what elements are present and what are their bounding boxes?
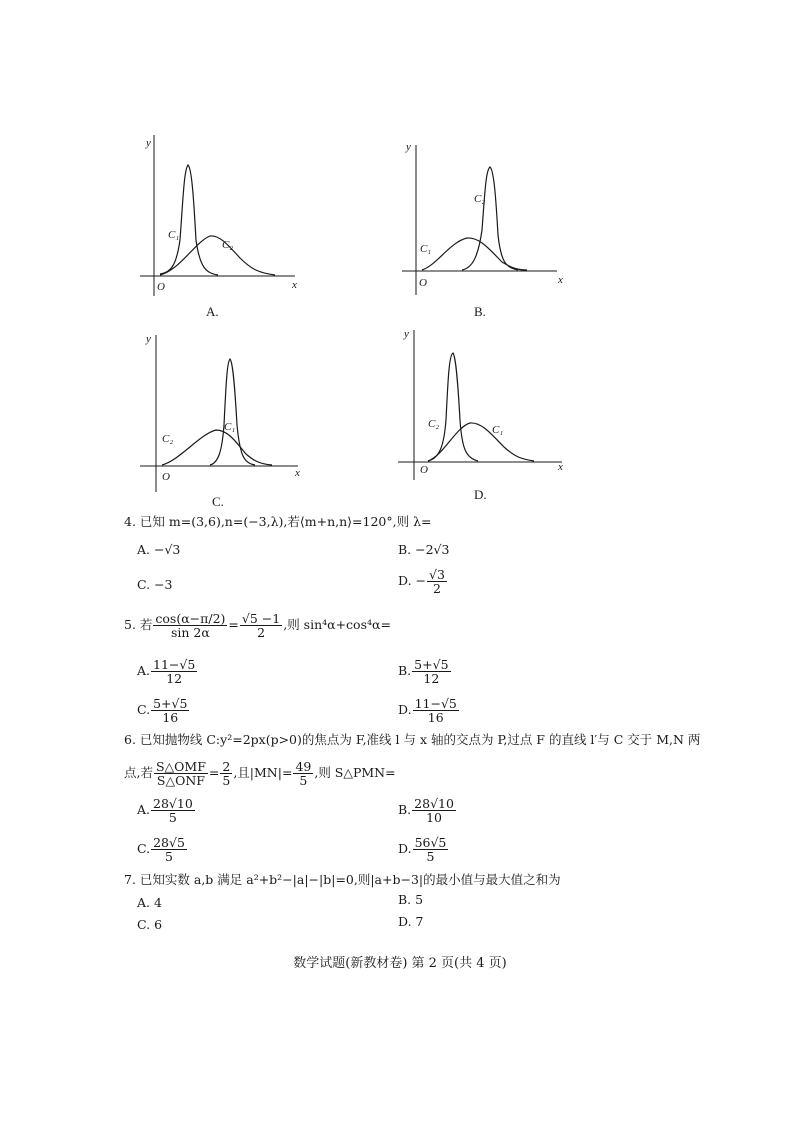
q7-option-d: D. 7 xyxy=(398,914,424,929)
q6-option-d-den: 5 xyxy=(426,849,435,864)
q4-option-d-num: √3 xyxy=(429,567,445,582)
q5-option-a xyxy=(137,658,198,685)
graph-a-c2-label: C₂ xyxy=(222,239,234,251)
graph-b-c1-label: C₁ xyxy=(420,243,432,255)
q6-option-c xyxy=(137,836,188,863)
q6-option-a-den: 5 xyxy=(168,810,177,825)
q6-mn-den: 5 xyxy=(299,773,308,788)
q6-option-a-label: A. xyxy=(137,802,151,817)
q6-option-a-fraction xyxy=(151,797,195,824)
graph-c-c2-label: C₂ xyxy=(162,433,174,445)
q6-option-b-num: 28√10 xyxy=(414,796,454,811)
graph-c-c1-label: C₁ xyxy=(224,421,236,433)
q6-mid: ,且|MN|= xyxy=(233,765,293,780)
graph-b-origin: O xyxy=(419,277,427,289)
q5-option-d-label: D. xyxy=(398,702,412,717)
q5-option-c-label: C. xyxy=(137,702,151,717)
q4-option-d xyxy=(398,568,448,595)
q6-mn-fraction xyxy=(293,760,313,787)
q6-option-c-den: 5 xyxy=(165,849,173,864)
graph-d-c2-label: C₂ xyxy=(428,418,440,430)
q4-option-d-den: 2 xyxy=(432,581,441,596)
q5-option-a-fraction xyxy=(151,658,197,685)
q6-option-d-label: D. xyxy=(398,841,412,856)
graph-a-origin: O xyxy=(157,281,165,293)
q6-r-den: 5 xyxy=(222,773,231,788)
q5-option-b-label: B. xyxy=(398,663,412,678)
graph-b-c2-label: C₂ xyxy=(474,193,486,205)
q6-option-d-num: 56√5 xyxy=(414,835,447,850)
q4-option-b: B. −2√3 xyxy=(398,542,450,557)
q6-ratio-num: S△OMF xyxy=(155,759,206,774)
q5-rhs-num: √5 −1 xyxy=(241,611,281,626)
graph-a-x-label: x xyxy=(292,279,297,291)
q6-option-b-label: B. xyxy=(398,802,412,817)
q5-equals: = xyxy=(228,617,239,632)
graph-b-x-label: x xyxy=(558,274,563,286)
q5-option-d xyxy=(398,697,460,724)
graph-a-y-label: y xyxy=(146,137,151,149)
q6-option-b-fraction xyxy=(412,797,456,824)
q5-option-b-fraction xyxy=(412,658,450,685)
q5-option-b-den: 12 xyxy=(423,671,440,686)
q4-option-a: A. −√3 xyxy=(137,542,181,557)
q5-option-d-den: 16 xyxy=(427,710,444,725)
q5-option-c-num: 5+√5 xyxy=(153,696,188,711)
graph-a xyxy=(140,130,310,319)
graph-d-caption: D. xyxy=(474,487,487,502)
q6-option-c-fraction xyxy=(151,836,187,863)
graph-a-plot xyxy=(140,130,310,300)
q5-option-c-den: 16 xyxy=(162,710,179,725)
q5-stem xyxy=(124,612,391,639)
graph-c-x-label: x xyxy=(295,467,300,479)
q4-stem: 4. 已知 m=(3,6),n=(−3,λ),若⟨m+n,n⟩=120°,则 λ= xyxy=(124,514,432,529)
q5-option-b-num: 5+√5 xyxy=(414,657,449,672)
graph-a-caption: A. xyxy=(206,304,219,319)
graph-c-caption: C. xyxy=(212,494,224,509)
graph-c-plot xyxy=(140,330,310,500)
q5-rhs-den: 2 xyxy=(257,625,266,640)
q5-option-a-den: 12 xyxy=(166,671,183,686)
graph-c-y-label: y xyxy=(146,333,151,345)
graph-a-c1-label: C₁ xyxy=(168,229,180,241)
graph-d-c1-label: C₁ xyxy=(492,424,504,436)
q5-option-c-fraction xyxy=(151,697,189,724)
q7-option-c: C. 6 xyxy=(137,917,163,932)
q6-option-d xyxy=(398,836,449,863)
graph-c xyxy=(140,330,310,509)
q6-mn-num: 49 xyxy=(295,759,312,774)
q6-ratio-den: S△ONF xyxy=(156,773,205,788)
q6-tail: ,则 S△PMN= xyxy=(314,765,396,780)
q6-line2-prefix: 点,若 xyxy=(124,765,153,780)
q6-option-c-label: C. xyxy=(137,841,151,856)
q6-option-b xyxy=(398,797,457,824)
graph-b-caption: B. xyxy=(474,304,486,319)
q5-tail: ,则 sin⁴α+cos⁴α= xyxy=(283,617,391,632)
q5-prefix: 5. 若 xyxy=(124,617,153,632)
q6-stem-line1: 6. 已知抛物线 C:y²=2px(p>0)的焦点为 F,准线 l 与 x 轴的交点为 P,过点 F 的直线 l′与 C 交于 M,N 两 xyxy=(124,732,701,747)
q6-ratio-fraction xyxy=(154,760,208,787)
q4-option-d-fraction xyxy=(427,568,447,595)
graph-b-y-label: y xyxy=(406,141,411,153)
q5-option-a-num: 11−√5 xyxy=(153,657,196,672)
q5-option-b xyxy=(398,658,452,685)
graph-d xyxy=(398,325,573,502)
q4-option-c: C. −3 xyxy=(137,577,173,592)
q7-stem: 7. 已知实数 a,b 满足 a²+b²−|a|−|b|=0,则|a+b−3|的最小值与最大值之和为 xyxy=(124,872,561,887)
q4-option-d-prefix: D. − xyxy=(398,573,426,588)
q7-option-a: A. 4 xyxy=(137,895,162,910)
q6-option-d-fraction xyxy=(413,836,449,863)
graph-d-y-label: y xyxy=(404,328,409,340)
q7-option-b: B. 5 xyxy=(398,892,424,907)
graph-d-plot xyxy=(398,325,573,495)
q6-option-c-num: 28√5 xyxy=(153,835,185,850)
graph-d-x-label: x xyxy=(558,461,563,473)
q5-option-a-label: A. xyxy=(137,663,151,678)
q6-equals: = xyxy=(208,765,220,780)
graph-d-origin: O xyxy=(420,464,428,476)
q5-option-d-fraction xyxy=(413,697,459,724)
q6-r-fraction xyxy=(220,760,232,787)
q5-rhs-fraction xyxy=(240,612,282,639)
graph-b-plot xyxy=(402,140,572,300)
q6-r-num: 2 xyxy=(222,759,231,774)
q6-option-a xyxy=(137,797,196,824)
q6-stem-line2 xyxy=(124,760,396,787)
q5-option-d-num: 11−√5 xyxy=(414,696,457,711)
q5-lhs-fraction xyxy=(153,612,227,639)
graph-c-origin: O xyxy=(162,471,170,483)
q6-option-a-num: 28√10 xyxy=(153,796,193,811)
q6-option-b-den: 10 xyxy=(426,810,443,825)
q5-lhs-num: cos(α−π/2) xyxy=(155,611,226,626)
q5-option-c xyxy=(137,697,190,724)
graph-b xyxy=(402,140,572,319)
page-footer: 数学试题(新教材卷) 第 2 页(共 4 页) xyxy=(293,956,507,971)
q5-lhs-den: sin 2α xyxy=(170,625,210,640)
